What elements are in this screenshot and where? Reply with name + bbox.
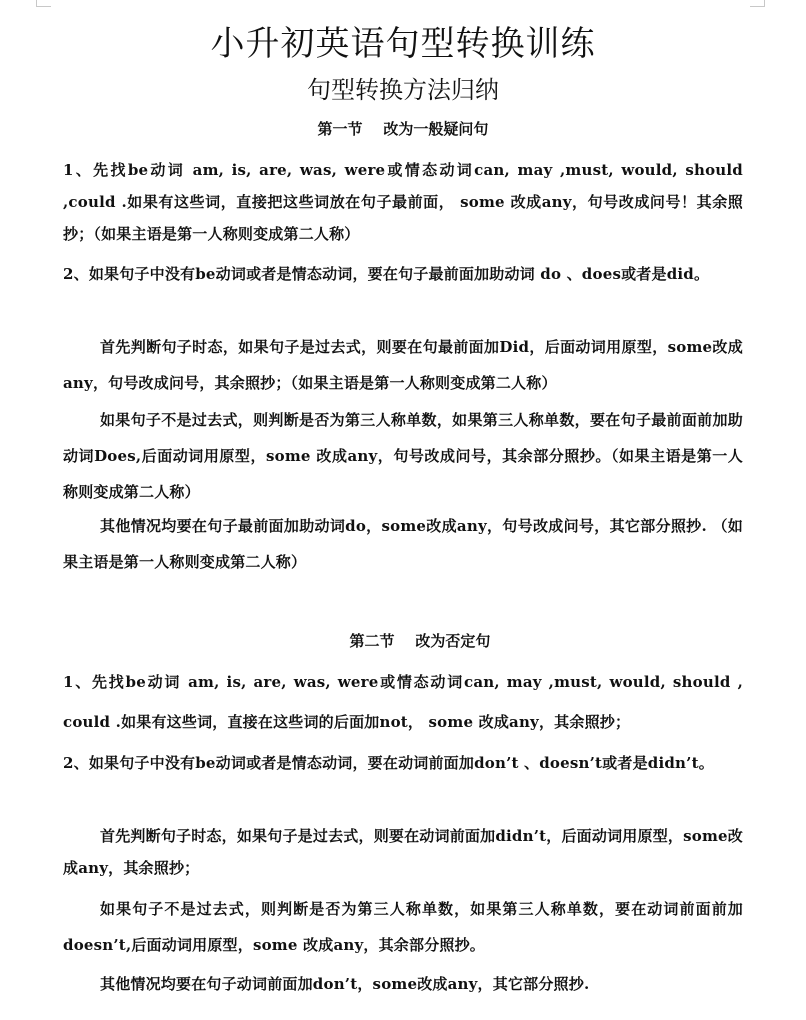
section-2-paragraph-1: 1、先找be动词 am, is, are, was, were或情态动词can, may ,must, would, should , could .如果有这些词，直接在这些词的后面加not， some 改成any，其余照抄； [63,673,743,731]
section-1-heading: 第一节 改为一般疑问句 [317,120,489,138]
document-title: 小升初英语句型转换训练 [210,24,596,64]
section-1-paragraph-1: 1、先找be动词 am, is, are, was, were或情态动词can, may ,must, would, should ,could .如果有这些词，直接把这些词放在句子最前面， some 改成any，句号改成问号！其余照抄；（如果主语是第一人称则变成第二人称） [63,161,743,243]
section-2-paragraph-4: 如果句子不是过去式，则判断是否为第三人称单数，如果第三人称单数，要在动词前面前加doesn’t,后面动词用原型，some 改成any，其余部分照抄。 [63,900,743,954]
page-corner-mark-right [750,0,765,7]
section-2-paragraph-3: 首先判断句子时态，如果句子是过去式，则要在动词前面加didn’t，后面动词用原型，some改成any，其余照抄； [63,827,743,877]
section-1-paragraph-3: 首先判断句子时态，如果句子是过去式，则要在句最前面加Did，后面动词用原型，some改成any，句号改成问号，其余照抄；（如果主语是第一人称则变成第二人称） [63,338,743,392]
section-1-paragraph-5: 其他情况均要在句子最前面加助动词do，some改成any，句号改成问号，其它部分照抄. （如果主语是第一人称则变成第二人称） [63,517,743,571]
section-1-paragraph-4: 如果句子不是过去式，则判断是否为第三人称单数，如果第三人称单数，要在句子最前面前加助动词Does,后面动词用原型，some 改成any，句号改成问号，其余部分照抄。（如果主语是第一人称则变成第二人称） [63,411,743,501]
section-1-paragraph-2: 2、如果句子中没有be动词或者是情态动词，要在句子最前面加助动词 do 、does或者是did。 [63,265,710,283]
section-2-paragraph-5: 其他情况均要在句子动词前面加don’t，some改成any，其它部分照抄. [100,975,590,993]
section-2-paragraph-2: 2、如果句子中没有be动词或者是情态动词，要在动词前面加don’t 、doesn’t或者是didn’t。 [63,754,714,772]
section-2-heading: 第二节 改为否定句 [349,632,491,650]
page-corner-mark-left [36,0,51,7]
document-subtitle: 句型转换方法归纳 [307,76,499,104]
